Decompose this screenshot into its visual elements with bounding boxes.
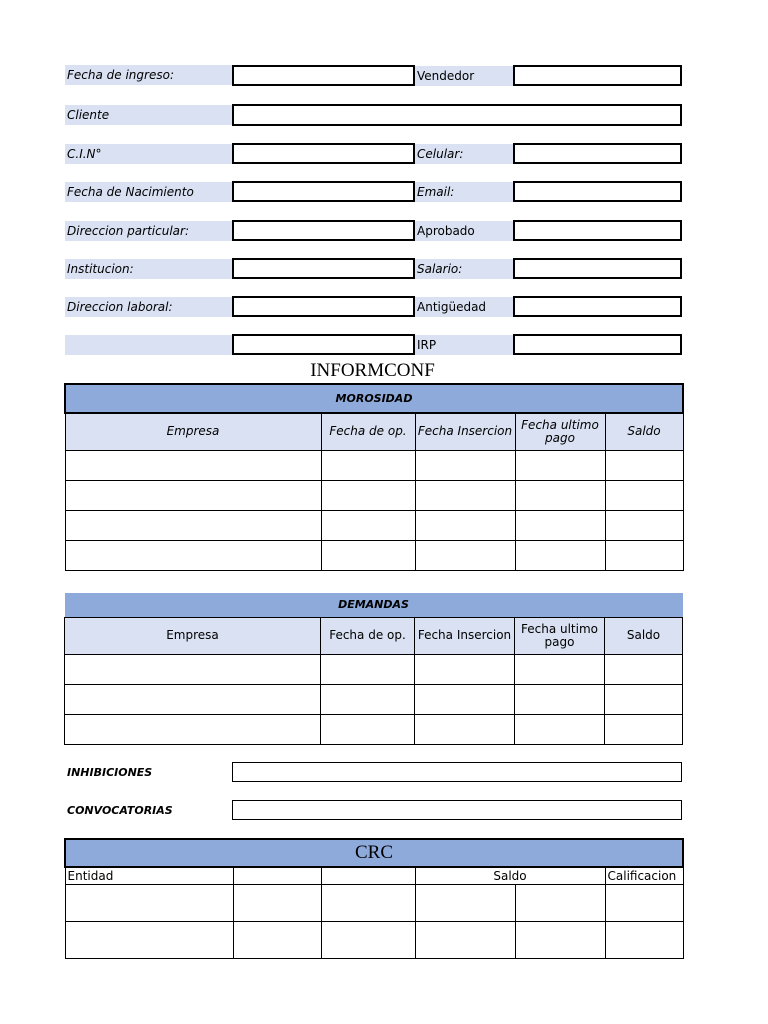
salario-label: Salario: (415, 259, 513, 279)
table-cell[interactable] (321, 510, 415, 540)
table-cell[interactable] (233, 921, 321, 958)
table-cell[interactable] (415, 684, 515, 714)
table-cell[interactable] (415, 450, 515, 480)
table-cell[interactable] (515, 654, 605, 684)
table-row (65, 714, 683, 744)
table-cell[interactable] (515, 480, 605, 510)
aprobado-input[interactable] (513, 220, 682, 241)
fecha-ingreso-input[interactable] (232, 65, 415, 86)
table-cell[interactable] (515, 921, 605, 958)
table-cell[interactable] (605, 480, 683, 510)
crc-col-blank (233, 867, 321, 884)
irp-input[interactable] (513, 334, 682, 355)
inhibiciones-input[interactable] (232, 762, 682, 782)
extra-input[interactable] (232, 334, 415, 355)
direccion-particular-input[interactable] (232, 220, 415, 241)
cin-label: C.I.N° (65, 144, 232, 164)
table-cell[interactable] (321, 921, 415, 958)
table-cell[interactable] (321, 450, 415, 480)
table-cell[interactable] (415, 921, 515, 958)
fecha-nacimiento-label: Fecha de Nacimiento (65, 182, 232, 202)
table-cell[interactable] (415, 654, 515, 684)
table-cell[interactable] (605, 540, 683, 570)
morosidad-col-fecha-op: Fecha de op. (321, 413, 415, 450)
vendedor-input[interactable] (513, 65, 682, 86)
table-cell[interactable] (65, 684, 321, 714)
table-cell[interactable] (321, 884, 415, 921)
crc-col-calificacion: Calificacion (605, 867, 683, 884)
table-row (65, 510, 683, 540)
table-cell[interactable] (515, 714, 605, 744)
table-cell[interactable] (321, 540, 415, 570)
table-cell[interactable] (321, 480, 415, 510)
demandas-table (64, 593, 683, 745)
table-cell[interactable] (233, 884, 321, 921)
table-row (65, 921, 683, 958)
morosidad-col-empresa: Empresa (65, 413, 321, 450)
table-cell[interactable] (65, 654, 321, 684)
morosidad-col-fecha-insercion: Fecha Insercion (415, 413, 515, 450)
table-cell[interactable] (605, 510, 683, 540)
demandas-col-saldo: Saldo (605, 617, 683, 654)
table-cell[interactable] (605, 654, 683, 684)
irp-label: IRP (415, 335, 513, 355)
demandas-col-fecha-op: Fecha de op. (321, 617, 415, 654)
table-cell[interactable] (65, 480, 321, 510)
antiguedad-input[interactable] (513, 296, 682, 317)
table-cell[interactable] (321, 714, 415, 744)
table-cell[interactable] (65, 884, 233, 921)
crc-col-saldo: Saldo (415, 867, 605, 884)
table-cell[interactable] (605, 884, 683, 921)
table-cell[interactable] (415, 714, 515, 744)
morosidad-table (64, 383, 684, 571)
demandas-header: DEMANDAS (65, 593, 683, 617)
morosidad-col-saldo: Saldo (605, 413, 683, 450)
antiguedad-label: Antigüedad (415, 297, 513, 317)
morosidad-header: MOROSIDAD (65, 384, 683, 413)
demandas-col-empresa: Empresa (65, 617, 321, 654)
table-cell[interactable] (415, 480, 515, 510)
table-cell[interactable] (321, 684, 415, 714)
table-cell[interactable] (515, 884, 605, 921)
table-cell[interactable] (605, 714, 683, 744)
aprobado-label: Aprobado (415, 221, 513, 241)
table-cell[interactable] (65, 450, 321, 480)
table-row (65, 884, 683, 921)
demandas-col-fecha-ultimo-pago: Fecha ultimo pago (515, 617, 605, 654)
table-cell[interactable] (415, 540, 515, 570)
table-row (65, 450, 683, 480)
table-cell[interactable] (65, 714, 321, 744)
institucion-label: Institucion: (65, 259, 232, 279)
institucion-input[interactable] (232, 258, 415, 279)
table-cell[interactable] (65, 510, 321, 540)
direccion-laboral-input[interactable] (232, 296, 415, 317)
table-cell[interactable] (65, 921, 233, 958)
email-input[interactable] (513, 181, 682, 202)
table-cell[interactable] (321, 654, 415, 684)
table-cell[interactable] (415, 884, 515, 921)
crc-col-blank (321, 867, 415, 884)
table-cell[interactable] (515, 510, 605, 540)
table-cell[interactable] (515, 540, 605, 570)
table-cell[interactable] (515, 684, 605, 714)
fecha-nacimiento-input[interactable] (232, 181, 415, 202)
crc-header: CRC (65, 839, 683, 867)
table-cell[interactable] (605, 684, 683, 714)
fecha-ingreso-label: Fecha de ingreso: (65, 65, 232, 85)
blank-label (65, 335, 232, 355)
celular-input[interactable] (513, 143, 682, 164)
celular-label: Celular: (415, 144, 513, 164)
crc-col-entidad: Entidad (65, 867, 233, 884)
inhibiciones-label: INHIBICIONES (67, 766, 153, 779)
table-row (65, 654, 683, 684)
cliente-input[interactable] (232, 104, 682, 126)
vendedor-label: Vendedor (415, 66, 513, 86)
direccion-particular-label: Direccion particular: (65, 221, 232, 241)
cin-input[interactable] (232, 143, 415, 164)
table-cell[interactable] (415, 510, 515, 540)
table-cell[interactable] (605, 921, 683, 958)
salario-input[interactable] (513, 258, 682, 279)
convocatorias-input[interactable] (232, 800, 682, 820)
table-cell[interactable] (65, 540, 321, 570)
cliente-label: Cliente (65, 105, 232, 125)
crc-table (64, 838, 684, 959)
table-cell[interactable] (605, 450, 683, 480)
convocatorias-label: CONVOCATORIAS (67, 804, 173, 817)
table-row (65, 540, 683, 570)
morosidad-col-fecha-ultimo-pago: Fecha ultimo pago (515, 413, 605, 450)
email-label: Email: (415, 182, 513, 202)
table-cell[interactable] (515, 450, 605, 480)
informconf-title: INFORMCONF (310, 360, 435, 381)
table-row (65, 684, 683, 714)
direccion-laboral-label: Direccion laboral: (65, 297, 232, 317)
demandas-col-fecha-insercion: Fecha Insercion (415, 617, 515, 654)
table-row (65, 480, 683, 510)
